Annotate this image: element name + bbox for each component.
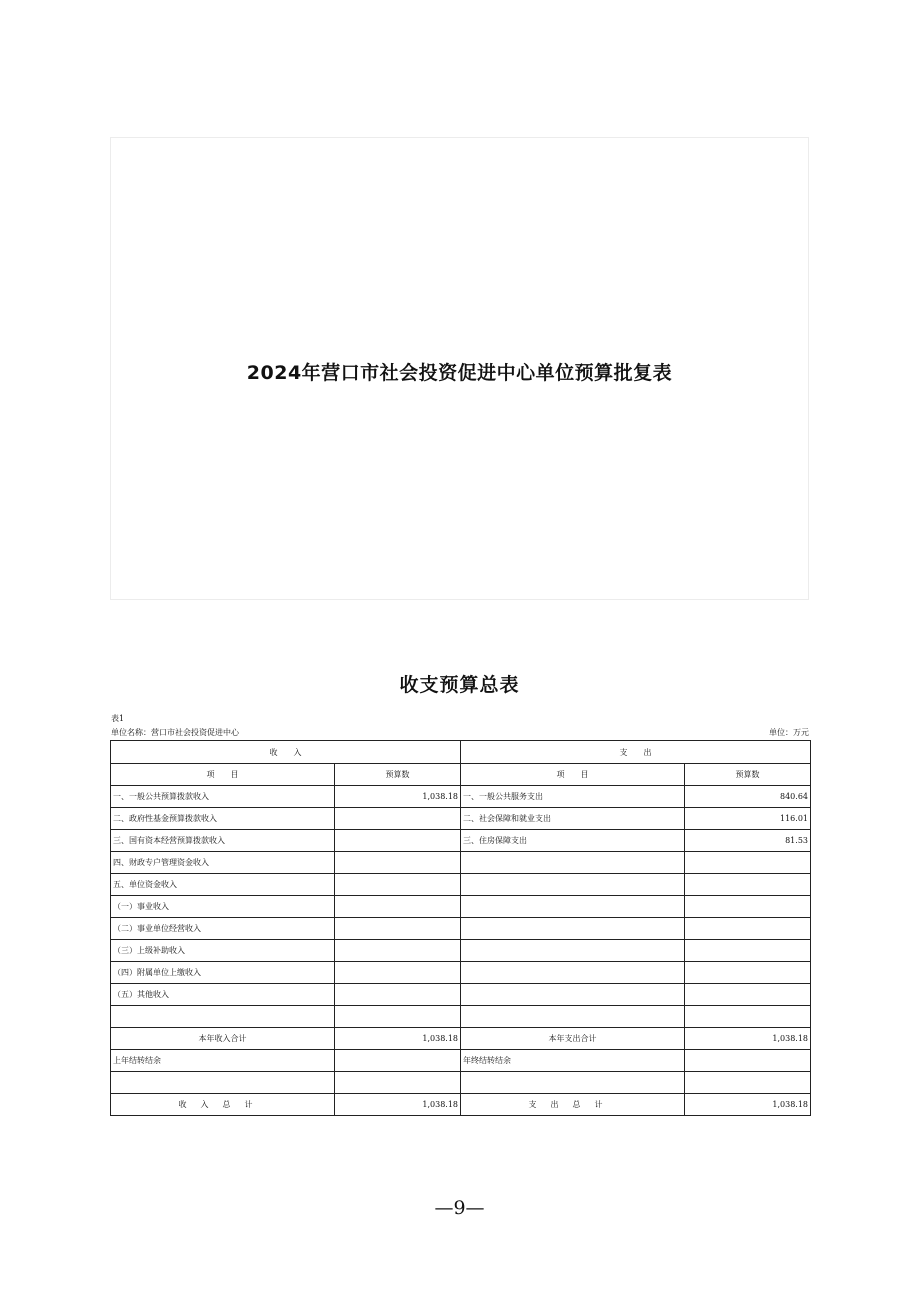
section-header-row xyxy=(111,741,811,764)
income-item: 五、单位资金收入 xyxy=(111,874,335,896)
blank-cell xyxy=(461,1072,685,1094)
expense-value xyxy=(685,1006,811,1028)
income-value xyxy=(335,874,461,896)
income-value xyxy=(335,808,461,830)
expense-value xyxy=(685,896,811,918)
income-value xyxy=(335,940,461,962)
income-header: 收 入 xyxy=(111,741,461,764)
expense-value xyxy=(685,940,811,962)
expense-item xyxy=(461,918,685,940)
page-number: —9— xyxy=(434,1197,485,1219)
expense-item: 三、住房保障支出 xyxy=(461,830,685,852)
expense-budget-header: 预算数 xyxy=(685,764,811,786)
table-row xyxy=(111,940,811,962)
income-value xyxy=(335,896,461,918)
carryover-out-label: 年终结转结余 xyxy=(461,1050,685,1072)
income-item: 一、一般公共预算拨款收入 xyxy=(111,786,335,808)
expense-value: 840.64 xyxy=(685,786,811,808)
income-value xyxy=(335,962,461,984)
year-total-row xyxy=(111,1028,811,1050)
carryover-row xyxy=(111,1050,811,1072)
table-row xyxy=(111,896,811,918)
expense-item xyxy=(461,896,685,918)
expense-value xyxy=(685,852,811,874)
blank-cell xyxy=(335,1072,461,1094)
expense-item: 二、社会保障和就业支出 xyxy=(461,808,685,830)
income-value xyxy=(335,852,461,874)
expense-value xyxy=(685,962,811,984)
year-expense-total-label: 本年支出合计 xyxy=(461,1028,685,1050)
year-expense-total-value: 1,038.18 xyxy=(685,1028,811,1050)
expense-value: 81.53 xyxy=(685,830,811,852)
income-value xyxy=(335,1006,461,1028)
table-row xyxy=(111,984,811,1006)
year-income-total-value: 1,038.18 xyxy=(335,1028,461,1050)
expense-value xyxy=(685,984,811,1006)
income-item: 三、国有资本经营预算拨款收入 xyxy=(111,830,335,852)
expense-value: 116.01 xyxy=(685,808,811,830)
expense-header: 支 出 xyxy=(461,741,811,764)
expense-item xyxy=(461,962,685,984)
unit-label: 单位：万元 xyxy=(769,728,809,737)
expense-item-header: 项 目 xyxy=(461,764,685,786)
column-header-row xyxy=(111,764,811,786)
grand-income-label: 收入总计 xyxy=(178,1100,267,1109)
blank-row xyxy=(111,1072,811,1094)
budget-summary-table xyxy=(110,740,811,1116)
grand-income-value: 1,038.18 xyxy=(335,1094,461,1116)
income-item: （三）上级补助收入 xyxy=(111,940,335,962)
expense-item xyxy=(461,874,685,896)
income-budget-header: 预算数 xyxy=(335,764,461,786)
year-income-total-label: 本年收入合计 xyxy=(111,1028,335,1050)
expense-item xyxy=(461,852,685,874)
carryover-in-label: 上年结转结余 xyxy=(111,1050,335,1072)
table-row xyxy=(111,874,811,896)
cover-title: 2024年营口市社会投资促进中心单位预算批复表 xyxy=(246,362,673,384)
table-row xyxy=(111,918,811,940)
grand-expense-label: 支出总计 xyxy=(528,1100,617,1109)
expense-item: 一、一般公共服务支出 xyxy=(461,786,685,808)
income-item: 二、政府性基金预算拨款收入 xyxy=(111,808,335,830)
income-item xyxy=(111,1006,335,1028)
expense-item xyxy=(461,940,685,962)
grand-expense-value: 1,038.18 xyxy=(685,1094,811,1116)
grand-total-row xyxy=(111,1094,811,1116)
blank-cell xyxy=(685,1072,811,1094)
carryover-out-value xyxy=(685,1050,811,1072)
expense-item xyxy=(461,1006,685,1028)
income-item: 四、财政专户管理资金收入 xyxy=(111,852,335,874)
cover-page-box xyxy=(110,137,809,600)
income-item-header: 项 目 xyxy=(111,764,335,786)
table-row xyxy=(111,1006,811,1028)
table-row xyxy=(111,962,811,984)
income-item: （四）附属单位上缴收入 xyxy=(111,962,335,984)
income-value: 1,038.18 xyxy=(335,786,461,808)
income-item: （二）事业单位经营收入 xyxy=(111,918,335,940)
table-row xyxy=(111,830,811,852)
income-value xyxy=(335,984,461,1006)
table-row xyxy=(111,786,811,808)
expense-value xyxy=(685,874,811,896)
expense-item xyxy=(461,984,685,1006)
income-item: （一）事业收入 xyxy=(111,896,335,918)
income-value xyxy=(335,918,461,940)
income-value xyxy=(335,830,461,852)
expense-value xyxy=(685,918,811,940)
table-row xyxy=(111,808,811,830)
blank-cell xyxy=(111,1072,335,1094)
carryover-in-value xyxy=(335,1050,461,1072)
table-meta-row xyxy=(111,728,809,738)
table-number: 表1 xyxy=(111,714,125,723)
unit-name: 单位名称：营口市社会投资促进中心 xyxy=(111,728,239,737)
table-row xyxy=(111,852,811,874)
income-item: （五）其他收入 xyxy=(111,984,335,1006)
table-title: 收支预算总表 xyxy=(399,674,520,696)
